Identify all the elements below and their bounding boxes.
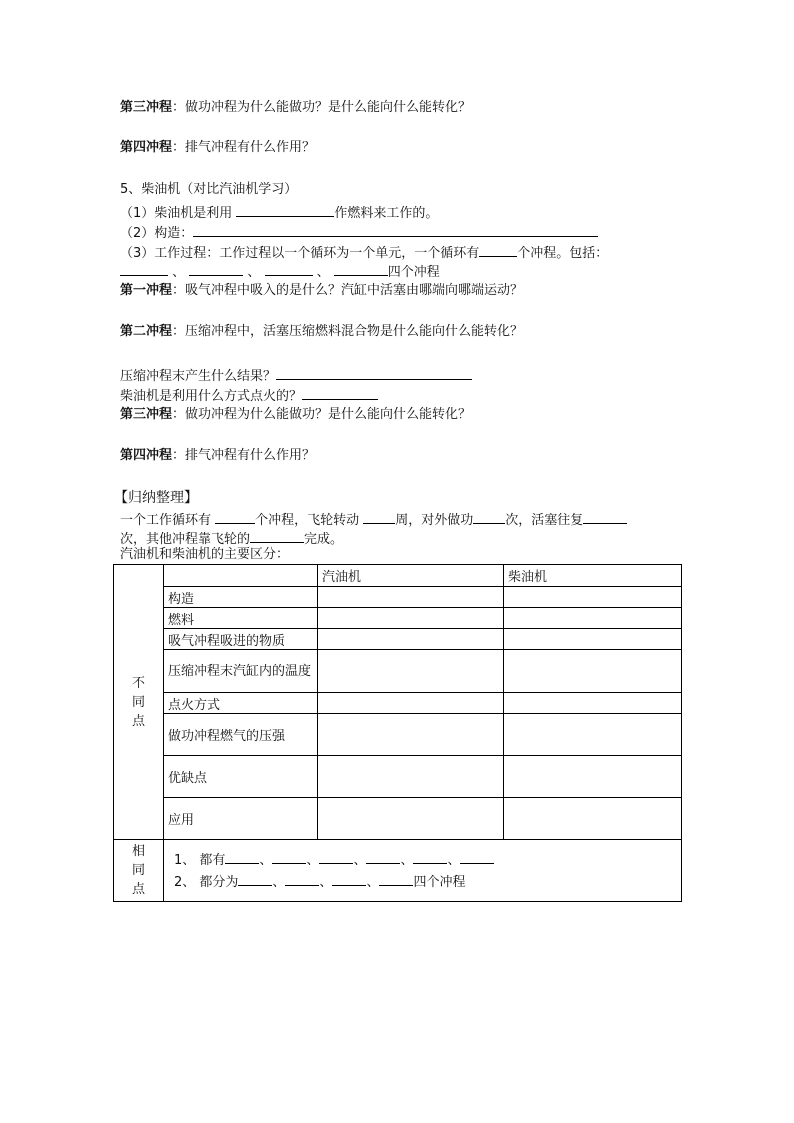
diesel-q3-tail: 个冲程。包括： [517, 246, 609, 261]
same-blank[interactable] [225, 849, 259, 864]
same2-end: 四个冲程 [413, 874, 466, 890]
stroke-count-blank[interactable] [479, 242, 517, 257]
summary-text-b: 个冲程，飞轮转动 [255, 513, 364, 528]
diesel-q2 [120, 222, 598, 243]
same-blank[interactable] [285, 871, 319, 886]
gas-stroke4-label: 第四冲程 [120, 140, 173, 155]
piston-times-blank[interactable] [583, 509, 627, 524]
diesel-stroke3-text: ：做功冲程为什么能做功？是什么能向什么能转化？ [172, 407, 472, 422]
gasoline-cell[interactable] [318, 714, 504, 756]
ignite-text: 柴油机是利用什么方式点火的？ [120, 389, 303, 404]
gasoline-cell[interactable] [318, 608, 504, 629]
same-content-cell [164, 840, 682, 902]
summary-text-d: 次，活塞往复 [505, 513, 584, 528]
flywheel-turns-blank[interactable] [363, 509, 395, 524]
diesel-title: 5、柴油机（对比汽油机学习） [120, 182, 298, 197]
gasoline-cell[interactable] [318, 587, 504, 608]
same-blank[interactable] [319, 849, 353, 864]
summary-text-a: 一个工作循环有 [120, 513, 216, 528]
gas-stroke3-question [120, 99, 471, 117]
same-blank[interactable] [460, 849, 494, 864]
row-label: 优缺点 [164, 756, 318, 798]
same-label-char: 点 [131, 882, 145, 897]
summary-text-c: 周，对外做功 [395, 513, 474, 528]
diesel-cell[interactable] [504, 650, 682, 693]
comparison-table [113, 564, 682, 902]
structure-blank[interactable] [193, 222, 598, 237]
table-row [114, 756, 682, 798]
row-label: 构造 [164, 587, 318, 608]
gasoline-cell[interactable] [318, 629, 504, 650]
ignition-blank[interactable] [302, 385, 378, 400]
gas-stroke4-question [120, 139, 315, 157]
stroke-name-blank-4[interactable] [334, 261, 388, 276]
diesel-cell[interactable] [504, 756, 682, 798]
summary-line1 [120, 509, 627, 530]
row-label: 燃料 [164, 608, 318, 629]
diesel-stroke2-question [120, 323, 523, 341]
gas-stroke3-label: 第三冲程 [120, 100, 173, 115]
table-header-row [114, 565, 682, 587]
table-row [114, 693, 682, 714]
diesel-q1-tail: 作燃料来工作的。 [334, 206, 439, 221]
compress-end-question [120, 365, 472, 386]
diesel-stroke4-text: ：排气冲程有什么作用？ [172, 448, 316, 463]
diesel-stroke3-question [120, 406, 471, 424]
diesel-stroke1-text: ：吸气冲程中吸入的是什么？汽缸中活塞由哪端向哪端运动？ [172, 283, 524, 298]
cycle-strokes-blank[interactable] [215, 509, 255, 524]
same-row [114, 840, 682, 902]
same1-text: 1、 都有 [174, 852, 226, 868]
diesel-q1 [120, 202, 438, 223]
separator: 、 [312, 265, 334, 280]
separator: 、 [272, 874, 286, 890]
table-row [114, 587, 682, 608]
diesel-q1-text: （1）柴油机是利用 [120, 206, 237, 221]
table-row [114, 798, 682, 840]
separator: 、 [366, 874, 380, 890]
same2-text: 2、 都分为 [174, 874, 239, 890]
separator: 、 [306, 852, 320, 868]
summary-text-e: 次，其他冲程靠飞轮的 [120, 532, 251, 547]
diesel-cell[interactable] [504, 714, 682, 756]
table-row [114, 608, 682, 629]
compress-result-blank[interactable] [276, 365, 472, 380]
diff-label-char: 同 [131, 694, 145, 710]
row-label: 应用 [164, 798, 318, 840]
diff-label-char: 点 [131, 713, 145, 729]
separator: 、 [353, 852, 367, 868]
diesel-stroke1-label: 第一冲程 [120, 283, 173, 298]
row-label: 点火方式 [164, 693, 318, 714]
diesel-stroke4-label: 第四冲程 [120, 448, 173, 463]
summary-text-f: 完成。 [304, 532, 344, 547]
header-gasoline: 汽油机 [318, 565, 504, 587]
gasoline-cell[interactable] [318, 650, 504, 693]
diesel-cell[interactable] [504, 798, 682, 840]
header-diesel: 柴油机 [504, 565, 682, 587]
same-line-2 [174, 871, 677, 893]
diesel-q2-text: （2）构造： [120, 226, 194, 241]
separator: 、 [243, 265, 265, 280]
diesel-cell[interactable] [504, 693, 682, 714]
row-label: 做功冲程燃气的压强 [164, 714, 318, 756]
diff-label-char: 不 [131, 675, 145, 691]
table-caption: 汽油机和柴油机的主要区分： [120, 547, 290, 562]
same-blank[interactable] [413, 849, 447, 864]
same-blank[interactable] [272, 849, 306, 864]
stroke-name-blank-3[interactable] [265, 261, 313, 276]
same-label-char: 相 [131, 844, 145, 859]
row-label: 压缩冲程末汽缸内的温度 [164, 650, 318, 693]
separator: 、 [447, 852, 461, 868]
gasoline-cell[interactable] [318, 693, 504, 714]
same-blank[interactable] [379, 871, 413, 886]
stroke-name-blank-1[interactable] [120, 261, 168, 276]
diesel-stroke2-label: 第二冲程 [120, 324, 173, 339]
diesel-stroke2-text: ：压缩冲程中，活塞压缩燃料混合物是什么能向什么能转化？ [172, 324, 524, 339]
same-blank[interactable] [332, 871, 366, 886]
stroke-name-blank-2[interactable] [189, 261, 243, 276]
diesel-q3 [120, 242, 608, 263]
gas-stroke4-text: ：排气冲程有什么作用？ [172, 140, 316, 155]
gasoline-cell[interactable] [318, 798, 504, 840]
diesel-stroke3-label: 第三冲程 [120, 407, 173, 422]
table-row [114, 629, 682, 650]
row-label: 吸气冲程吸进的物质 [164, 629, 318, 650]
diesel-stroke1-question [120, 282, 523, 300]
table-row [114, 714, 682, 756]
separator: 、 [168, 265, 190, 280]
diesel-stroke4-question [120, 447, 315, 465]
separator: 、 [259, 852, 273, 868]
same-blank[interactable] [238, 871, 272, 886]
compress-end-text: 压缩冲程末产生什么结果？ [120, 369, 277, 384]
table-row [114, 650, 682, 693]
same-line-1 [174, 849, 677, 871]
strokes-end-text: 四个冲程 [387, 265, 440, 280]
diesel-cell[interactable] [504, 587, 682, 608]
same-blank[interactable] [366, 849, 400, 864]
header-empty-cell [164, 565, 318, 587]
separator: 、 [400, 852, 414, 868]
diesel-cell[interactable] [504, 629, 682, 650]
summary-title: 【归纳整理】 [114, 490, 198, 506]
diesel-q3-strokes [120, 261, 440, 282]
fuel-blank[interactable] [236, 202, 334, 217]
diesel-q3-text: （3）工作过程：工作过程以一个循环为一个单元，一个循环有 [120, 246, 480, 261]
same-label-cell [114, 840, 164, 902]
gasoline-cell[interactable] [318, 756, 504, 798]
ignite-question [120, 385, 378, 406]
gas-stroke3-text: ：做功冲程为什么能做功？是什么能向什么能转化？ [172, 100, 472, 115]
work-times-blank[interactable] [473, 509, 505, 524]
flywheel-blank[interactable] [250, 528, 304, 543]
separator: 、 [319, 874, 333, 890]
diff-label-cell [114, 565, 164, 840]
same-label-char: 同 [131, 863, 145, 878]
diesel-cell[interactable] [504, 608, 682, 629]
